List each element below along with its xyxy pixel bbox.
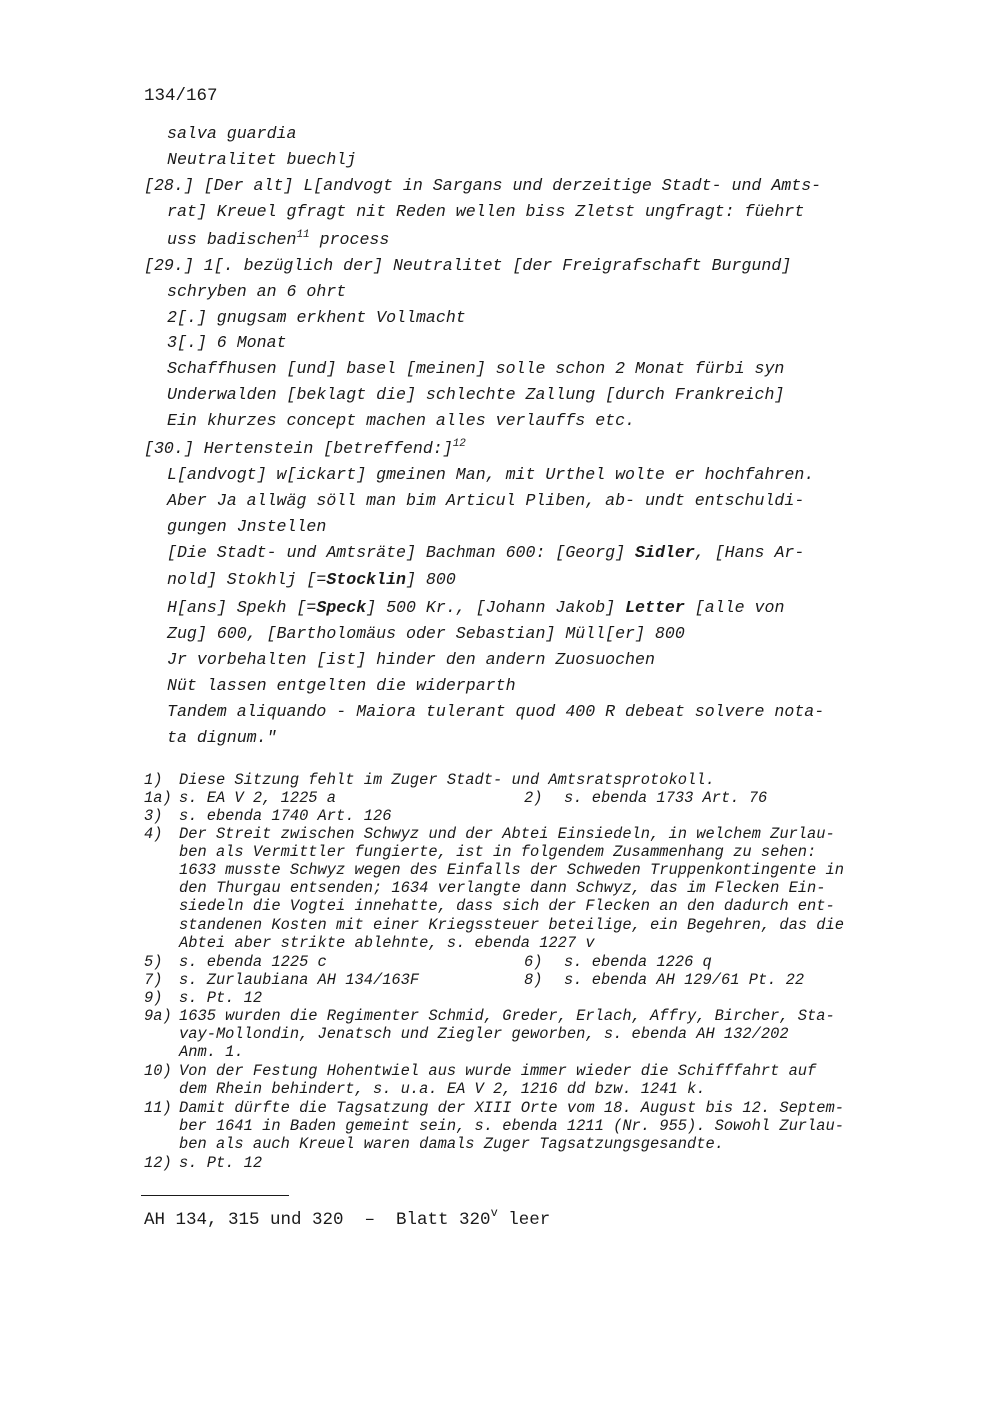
text-line xyxy=(144,439,466,459)
footnote-number: 1) xyxy=(144,771,163,789)
text-line xyxy=(167,570,456,590)
footnote-number: 10) xyxy=(144,1062,172,1080)
person-name: Stocklin xyxy=(326,570,406,589)
text-line: gungen Jnstellen xyxy=(167,517,327,536)
text-span: process xyxy=(309,230,390,249)
text-line: Jr vorbehalten [ist] hinder den andern Zuosuochen xyxy=(167,650,655,669)
text-line: 2[.] gnugsam erkhent Vollmacht xyxy=(167,308,466,327)
footnote-text: Anm. 1. xyxy=(179,1043,244,1061)
text-span: ] 500 Kr., [Johann Jakob] xyxy=(366,598,626,617)
footnote-number: 5) xyxy=(144,953,163,971)
footnote-text: s. ebenda AH 129/61 Pt. 22 xyxy=(564,971,805,989)
footnote-text: s. ebenda 1733 Art. 76 xyxy=(564,789,768,807)
footnote-text: 1635 wurden die Regimenter Schmid, Greder, Erlach, Affry, Bircher, Sta- xyxy=(179,1007,835,1025)
footnote-text: s. Pt. 12 xyxy=(179,989,263,1007)
text-line: Zug] 600, [Bartholomäus oder Sebastian] Müll[er] 800 xyxy=(167,624,685,643)
footnote-number: 12) xyxy=(144,1154,172,1172)
person-name: Speck xyxy=(316,598,367,617)
text-span: ] 800 xyxy=(406,570,456,589)
text-line: schryben an 6 ohrt xyxy=(167,282,347,301)
footnote-number: 8) xyxy=(524,971,543,989)
page-number: 134/167 xyxy=(144,86,218,106)
text-line xyxy=(167,543,804,563)
text-span: [alle von xyxy=(684,598,785,617)
text-line: L[andvogt] w[ickart] gmeinen Man, mit Urthel wolte er hochfahren. xyxy=(167,465,815,484)
footer-divider xyxy=(141,1195,289,1196)
text-line: Underwalden [beklagt die] schlechte Zallung [durch Frankreich] xyxy=(167,385,785,404)
text-line: Neutralitet buechlj xyxy=(167,150,357,169)
footnote-text: Diese Sitzung fehlt im Zuger Stadt- und Amtsratsprotokoll. xyxy=(179,771,715,789)
footnote-text: s. Zurlaubiana AH 134/163F xyxy=(179,971,420,989)
footnote-number: 11) xyxy=(144,1099,172,1117)
footnote-text: ber 1641 in Baden gemeint sein, s. ebenda 1211 (Nr. 955). Sowohl Zurlau- xyxy=(179,1117,844,1135)
text-line: salva guardia xyxy=(167,124,297,143)
footnote-ref: 11 xyxy=(296,229,310,241)
footnote-text: ben als auch Kreuel waren damals Zuger Tagsatzungsgesandte. xyxy=(179,1135,724,1153)
footnote-number: 4) xyxy=(144,825,163,843)
verso-mark: v xyxy=(490,1206,498,1220)
footnote-text: siedeln die Vogtei innehatte, dass sich der Flecken an den dadurch ent- xyxy=(179,897,835,915)
text-line: rat] Kreuel gfragt nit Reden wellen biss Zletst ungfragt: füehrt xyxy=(167,202,805,221)
footnote-text: Damit dürfte die Tagsatzung der XIII Orte vom 18. August bis 12. Septem- xyxy=(179,1099,844,1117)
person-name: Letter xyxy=(625,598,685,617)
person-name: Sidler xyxy=(635,543,695,562)
archive-reference xyxy=(144,1206,551,1230)
text-span: [Die Stadt- und Amtsräte] Bachman 600: [Georg] xyxy=(167,543,636,562)
footnote-text: den Thurgau entsenden; 1634 verlangte dann Schwyz, das im Flecken Ein- xyxy=(179,879,826,897)
text-span: , [Hans Ar- xyxy=(694,543,805,562)
text-line xyxy=(167,598,784,618)
footnote-number: 6) xyxy=(524,953,543,971)
footnote-number: 3) xyxy=(144,807,163,825)
text-line: Nüt lassen entgelten die widerparth xyxy=(167,676,516,695)
footnote-text: ben als Vermittler fungierte, ist in folgendem Zusammenhang zu sehen: xyxy=(179,843,817,861)
text-line: 3[.] 6 Monat xyxy=(167,333,287,352)
footnote-number: 7) xyxy=(144,971,163,989)
footnote-text: vay-Mollondin, Jenatsch und Ziegler geworben, s. ebenda AH 132/202 xyxy=(179,1025,789,1043)
footnote-number: 9) xyxy=(144,989,163,1007)
footnote-text: s. ebenda 1740 Art. 126 xyxy=(179,807,392,825)
footnote-text: Abtei aber strikte ablehnte, s. ebenda 1227 v xyxy=(179,934,595,952)
footnote-number: 2) xyxy=(524,789,543,807)
text-line: Ein khurzes concept machen alles verlauffs etc. xyxy=(167,411,636,430)
footnote-number: 1a) xyxy=(144,789,172,807)
text-span: nold] Stokhlj [= xyxy=(167,570,327,589)
text-line xyxy=(167,230,389,250)
text-line: ta dignum." xyxy=(167,728,277,747)
text-span: H[ans] Spekh [= xyxy=(167,598,317,617)
footnote-text: Der Streit zwischen Schwyz und der Abtei Einsiedeln, in welchem Zurlau- xyxy=(179,825,835,843)
text-line: [29.] 1[. bezüglich der] Neutralitet [der Freigrafschaft Burgund] xyxy=(144,256,792,275)
footnote-text: s. EA V 2, 1225 a xyxy=(179,789,337,807)
footnote-number: 9a) xyxy=(144,1007,172,1025)
text-line: Aber Ja allwäg söll man bim Articul Pliben, ab- undt entschuldi- xyxy=(167,491,805,510)
text-line: Tandem aliquando - Maiora tulerant quod 400 R debeat solvere nota- xyxy=(167,702,825,721)
footnote-text: s. ebenda 1226 q xyxy=(564,953,712,971)
footnote-text: s. Pt. 12 xyxy=(179,1154,263,1172)
archive-reference-text: leer xyxy=(497,1210,551,1230)
footnote-text: 1633 musste Schwyz wegen des Einfalls der Schweden Truppenkontingente in xyxy=(179,861,844,879)
footnote-text: standenen Kosten mit einer Kriegssteuer beteilige, ein Begehren, das die xyxy=(179,916,844,934)
text-span: uss badischen xyxy=(167,230,297,249)
text-line: Schaffhusen [und] basel [meinen] solle schon 2 Monat fürbi syn xyxy=(167,359,785,378)
archive-reference-text: AH 134, 315 und 320 – Blatt 320 xyxy=(144,1210,491,1230)
footnote-text: Von der Festung Hohentwiel aus wurde immer wieder die Schifffahrt auf xyxy=(179,1062,817,1080)
footnote-ref: 12 xyxy=(452,438,466,450)
text-line: [28.] [Der alt] L[andvogt in Sargans und derzeitige Stadt- und Amts- xyxy=(144,176,822,195)
footnote-text: s. ebenda 1225 c xyxy=(179,953,327,971)
footnote-text: dem Rhein behindert, s. u.a. EA V 2, 1216 dd bzw. 1241 k. xyxy=(179,1080,706,1098)
text-span: [30.] Hertenstein [betreffend:] xyxy=(144,439,453,458)
